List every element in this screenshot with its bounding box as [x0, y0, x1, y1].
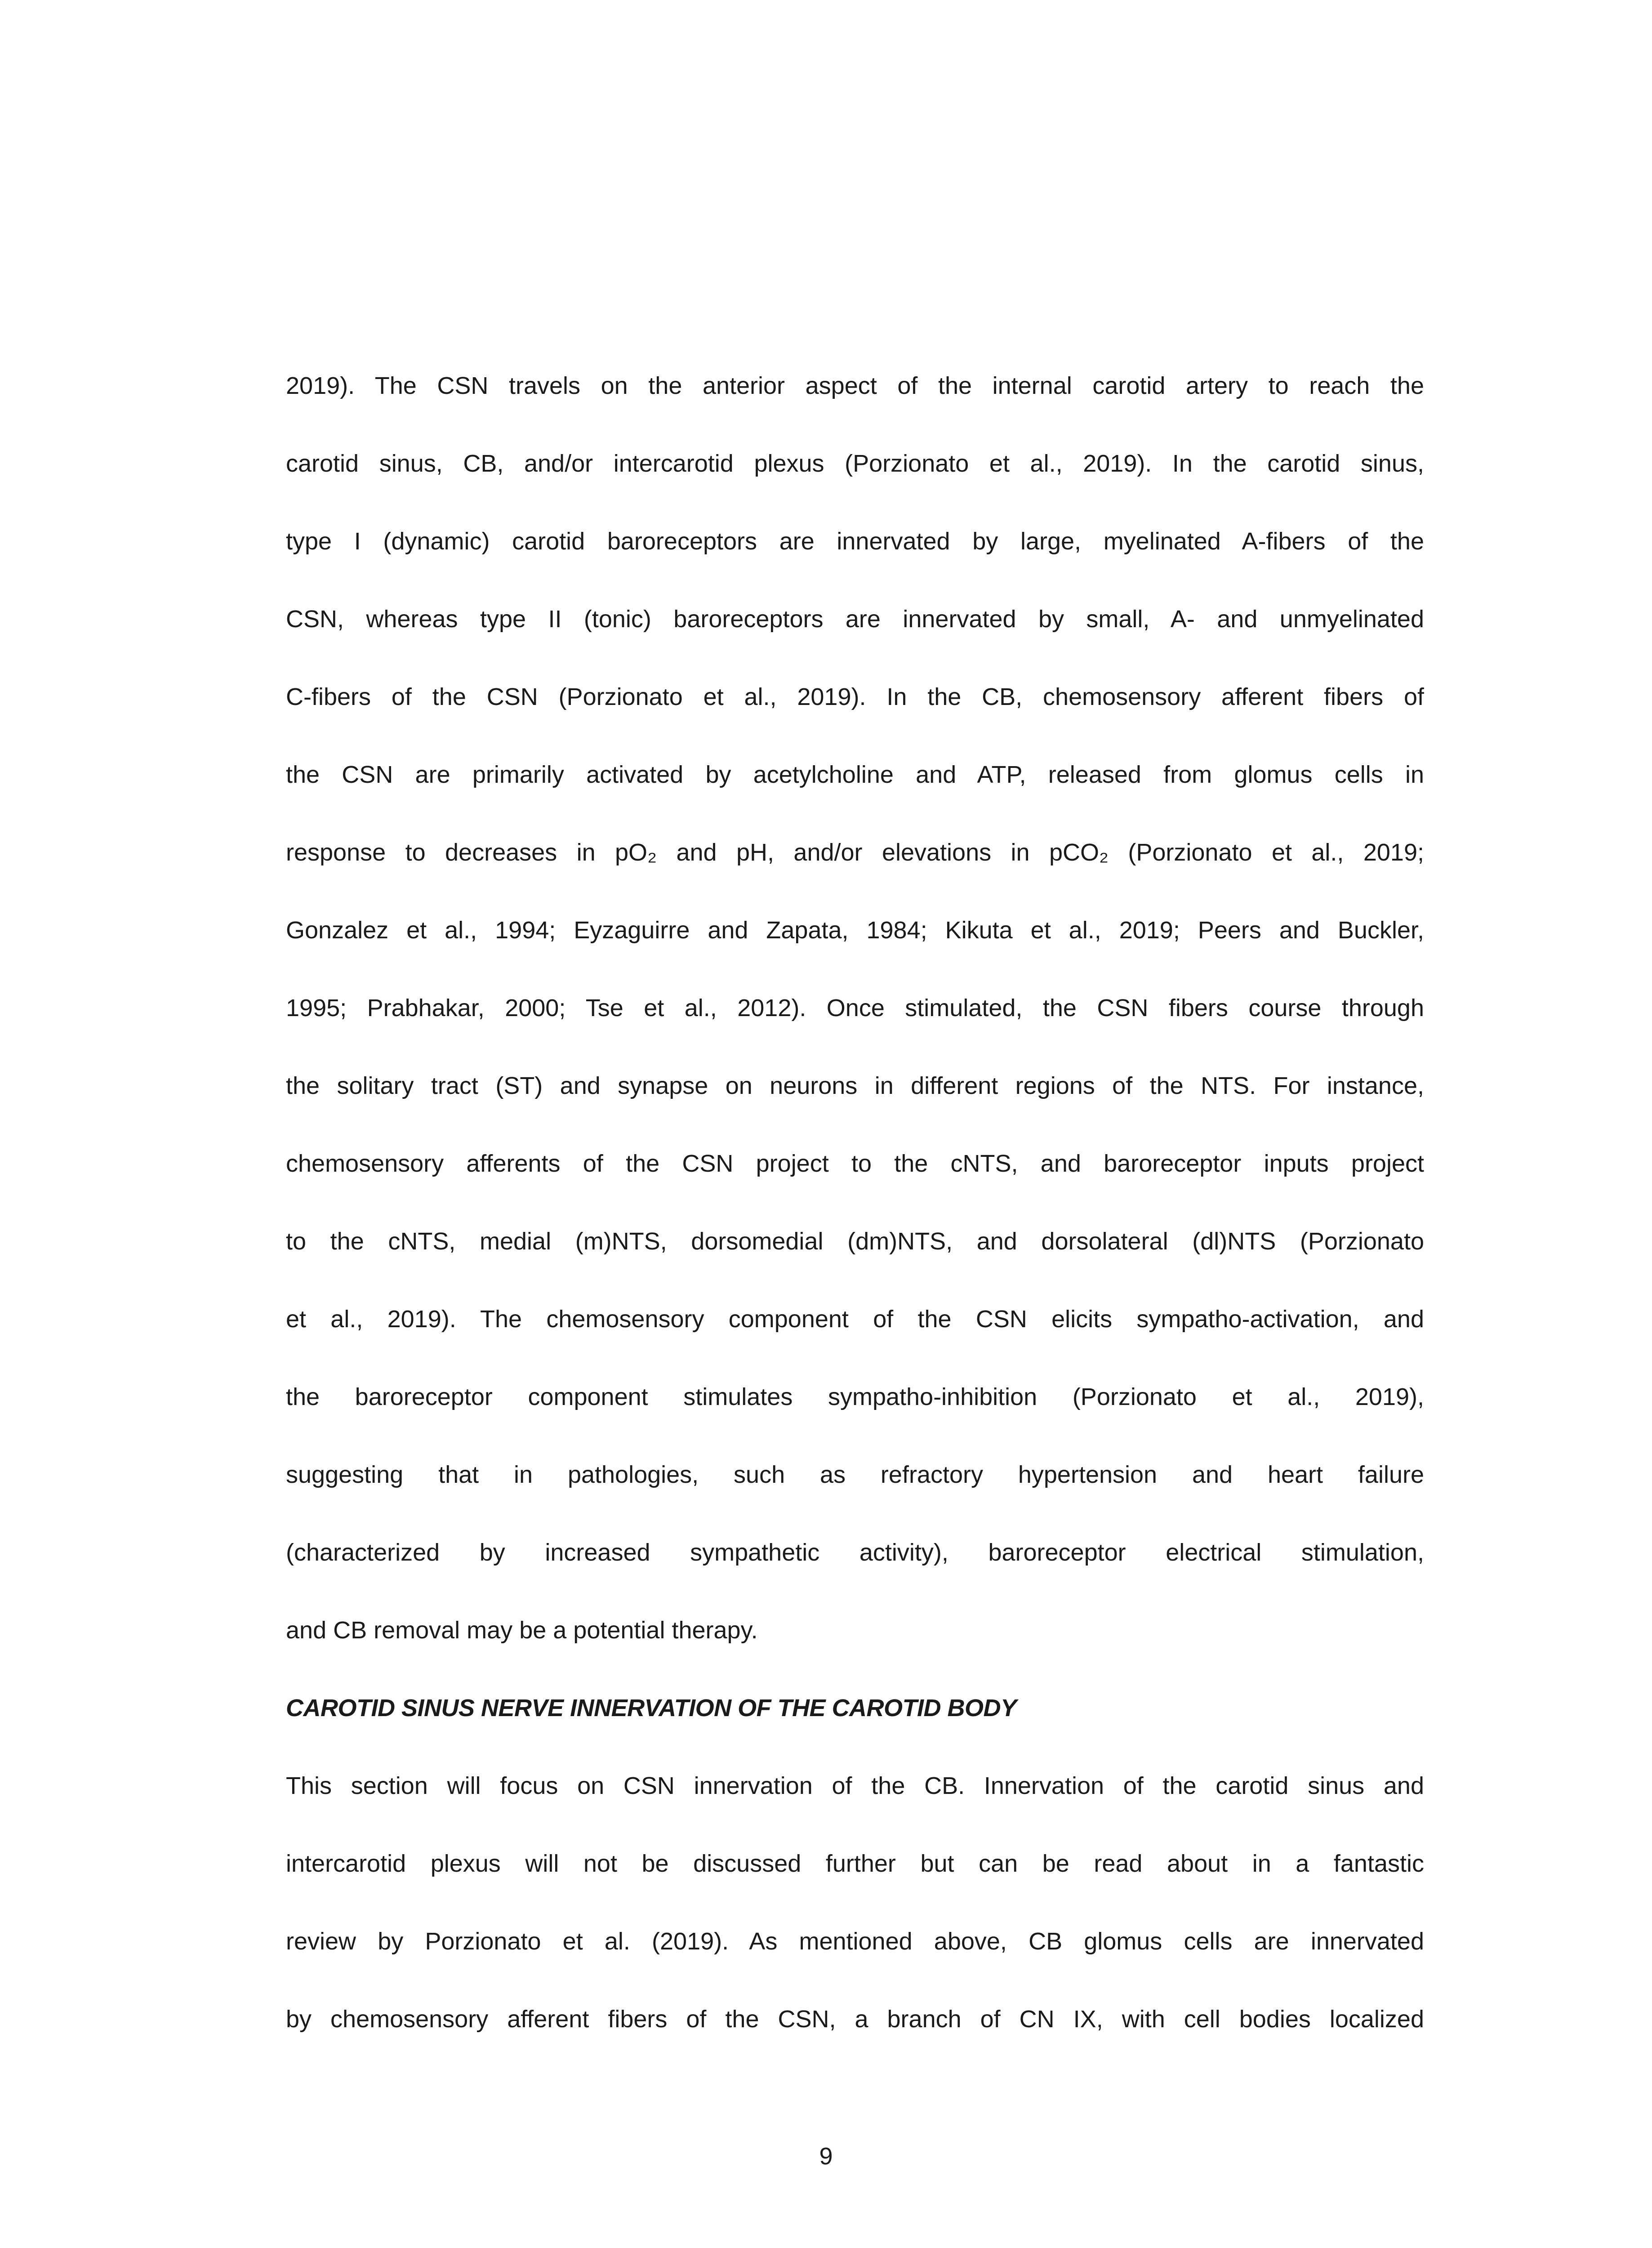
- text-line: Gonzalez et al., 1994; Eyzaguirre and Zapata, 1984; Kikuta et al., 2019; Peers and Buckler,: [286, 917, 1424, 944]
- section-heading: CAROTID SINUS NERVE INNERVATION OF THE CAROTID BODY: [286, 1695, 1017, 1722]
- page-number: 9: [819, 2143, 833, 2170]
- text-line: review by Porzionato et al. (2019). As mentioned above, CB glomus cells are innervated: [286, 1928, 1424, 1955]
- text-line: (characterized by increased sympathetic activity), baroreceptor electrical stimulation,: [286, 1539, 1424, 1566]
- text-line: suggesting that in pathologies, such as refractory hypertension and heart failure: [286, 1461, 1424, 1488]
- text-line: the CSN are primarily activated by acetylcholine and ATP, released from glomus cells in: [286, 761, 1424, 788]
- text-line: carotid sinus, CB, and/or intercarotid plexus (Porzionato et al., 2019). In the carotid sinus,: [286, 450, 1424, 477]
- text-line: This section will focus on CSN innervation of the CB. Innervation of the carotid sinus and: [286, 1772, 1424, 1799]
- text-line: 2019). The CSN travels on the anterior aspect of the internal carotid artery to reach the: [286, 372, 1424, 399]
- text-line: by chemosensory afferent fibers of the CSN, a branch of CN IX, with cell bodies localized: [286, 2006, 1424, 2033]
- text-line: et al., 2019). The chemosensory component of the CSN elicits sympatho-activation, and: [286, 1306, 1424, 1333]
- body-text: [286, 359, 1424, 2070]
- text-line: chemosensory afferents of the CSN project to the cNTS, and baroreceptor inputs project: [286, 1150, 1424, 1177]
- text-line: 1995; Prabhakar, 2000; Tse et al., 2012). Once stimulated, the CSN fibers course through: [286, 995, 1424, 1021]
- text-line: intercarotid plexus will not be discussed further but can be read about in a fantastic: [286, 1850, 1424, 1877]
- text-line: C-fibers of the CSN (Porzionato et al., 2019). In the CB, chemosensory afferent fibers of: [286, 683, 1424, 710]
- text-line: CSN, whereas type II (tonic) baroreceptors are innervated by small, A- and unmyelinated: [286, 606, 1424, 633]
- text-line: the solitary tract (ST) and synapse on neurons in different regions of the NTS. For instance,: [286, 1072, 1424, 1099]
- text-line: type I (dynamic) carotid baroreceptors are innervated by large, myelinated A-fibers of the: [286, 528, 1424, 555]
- text-line: to the cNTS, medial (m)NTS, dorsomedial (dm)NTS, and dorsolateral (dl)NTS (Porzionato: [286, 1228, 1424, 1255]
- text-line: and CB removal may be a potential therapy.: [286, 1617, 758, 1644]
- text-line: the baroreceptor component stimulates sympatho-inhibition (Porzionato et al., 2019),: [286, 1383, 1424, 1410]
- text-line: response to decreases in pO₂ and pH, and/or elevations in pCO₂ (Porzionato et al., 2019;: [286, 839, 1424, 866]
